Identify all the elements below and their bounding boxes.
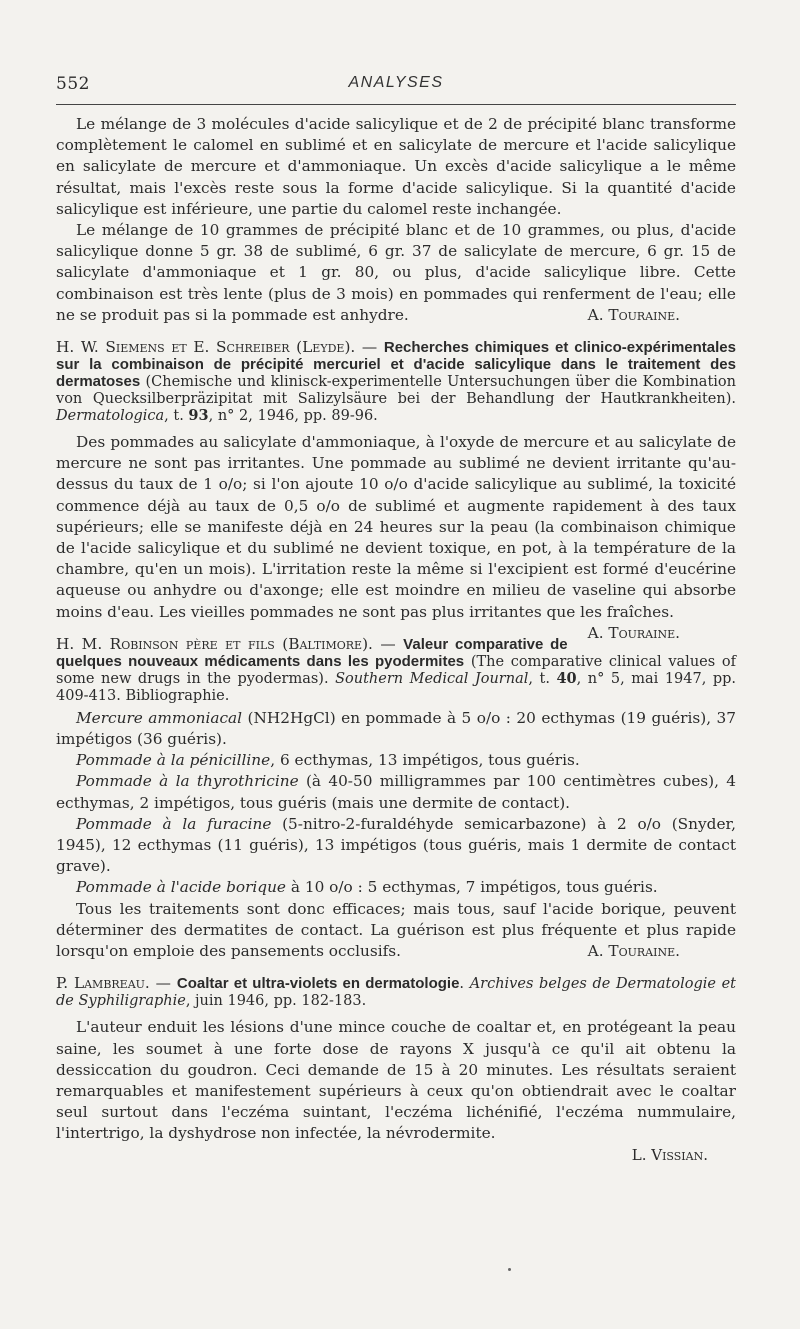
running-title: ANALYSES xyxy=(348,74,444,91)
article-2-item-4 xyxy=(56,814,736,878)
article-3-authors: P. Lambreau. — xyxy=(56,974,177,993)
article-2-item-1 xyxy=(56,708,736,750)
article-2-item-4-label: Pommade à la furacine xyxy=(76,814,272,833)
article-2-signature: A. Touraine. xyxy=(587,942,680,961)
article-2-item-1-text: (NH2HgCl) en pommade à 5 o/o : 20 ecthymas (19 guéris), 37 impétigos (36 guéris). xyxy=(56,708,736,749)
article-1-citation-a: , t. xyxy=(164,408,189,425)
article-3-citation-b: , juin 1946, pp. 182-183. xyxy=(185,993,367,1010)
article-2-item-5-text: à 10 o/o : 5 ecthymas, 7 impétigos, tous guéris. xyxy=(286,878,658,897)
article-2-conclusion-text: Tous les traitements sont donc efficaces; mais tous, sauf l'acide borique, peuvent déterminer des dermatites de contact. La guérison est plus fréquente et plus rapide lorsqu'on emploie des pansements occlusifs. xyxy=(56,899,736,961)
paper-speck xyxy=(508,1268,511,1271)
article-2-item-1-label: Mercure ammoniacal xyxy=(76,708,243,727)
intro-paragraph-2 xyxy=(56,220,736,326)
article-2-item-3 xyxy=(56,771,736,813)
article-2-item-5 xyxy=(56,877,736,898)
article-1-body-text: Des pommades au salicylate d'ammoniaque, à l'oxyde de mercure et au salicylate de mercure ne sont pas irritantes. Une pommade au sublimé ne devient irritante qu'au-dessus du taux de 1 o/o; si l'on ajoute 10 o/o d'acide salicylique au sublimé, la toxicité commence déjà au taux de 0,5 o/o de sublimé et augmente rapidement à des taux supérieurs; elle se manifeste déjà en 24 heures sur la peau (la combinaison chimique de l'acide salicylique et du sublimé ne devient toxique, en pot, à la température de la chambre, qu'en un mois). L'irritation reste la même si l'excipient est formé d'eucérine aqueuse ou anhydre ou d'axonge; elle est moindre en milieu de vaseline qui absorbe moins d'eau. Les vieilles pommades ne sont pas plus irritantes que les fraîches. xyxy=(56,433,736,621)
header-rule xyxy=(56,104,736,105)
article-3-reference xyxy=(56,975,736,1009)
article-1-body xyxy=(56,432,736,642)
article-3-citation-pre: . xyxy=(459,976,470,993)
article-3-signature: L. Vissian. xyxy=(631,1145,708,1164)
intro-paragraph-1: Le mélange de 3 molécules d'acide salicylique et de 2 de précipité blanc transforme complètement le calomel en sublimé et en salicylate de mercure et l'acide salicylique en salicylate de mercure et d'ammoniaque. Un excès d'acide salicylique a le même résultat, mais l'excès reste sous la forme d'acide salicylique. Si la quantité d'acide salicylique est inférieure, une partie du calomel reste inchangée. xyxy=(56,115,736,218)
article-2-journal: Southern Medical Journal xyxy=(335,670,529,687)
intro-signature: A. Touraine. xyxy=(587,305,680,324)
article-2-item-2-text: , 6 ecthymas, 13 impétigos, tous guéris. xyxy=(270,751,580,770)
page-number: 552 xyxy=(56,74,90,94)
article-2-item-4-text: (5-nitro-2-furaldéhyde semicarbazone) à 2 o/o (Snyder, 1945), 12 ecthymas (11 guéris), 13 impétigos (tous guéris, mais 1 dermite de contact grave). xyxy=(56,814,736,876)
article-1-citation-b: , n° 2, 1946, pp. 89-96. xyxy=(208,408,378,425)
article-2-conclusion xyxy=(56,899,736,963)
article-3-body: L'auteur enduit les lésions d'une mince couche de coaltar et, en protégeant la peau saine, les soumet à une forte dose de rayons X jusqu'à ce qu'il ait obtenu la dessiccation du goudron. Ceci demande de 15 à 20 minutes. Les résultats seraient remarquables et manifestement supérieurs à ceux qu'on obtiendrait avec le coaltar seul surtout dans l'eczéma suintant, l'eczéma lichénifié, l'eczéma nummulaire, l'intertrigo, la dyshydrose non infectée, la névrodermite. xyxy=(56,1018,736,1143)
page-header xyxy=(56,74,736,98)
article-1-authors: H. W. Siemens et E. Schreiber (Leyde). — xyxy=(56,338,384,357)
article-2-citation-a: , t. xyxy=(528,670,557,687)
article-1-title: Recherches chimiques et clinico-expérimentales sur la combinaison de précipité mercuriel et d'acide salicylique dans le traitement des dermatoses xyxy=(56,339,736,391)
article-1-original-title: (Chemische und klinisck-experimentelle Untersuchungen über die Kombination von Quecksilberpräzipitat mit Salizylsäure bei der Behandlung der Hautkrankheiten). xyxy=(56,374,736,408)
article-2-title: Valeur comparative de quelques nouveaux médicaments dans les pyodermites xyxy=(56,635,568,670)
article-2-item-5-label: Pommade à l'acide borique xyxy=(76,878,286,897)
article-2-reference xyxy=(56,636,736,704)
article-1-journal: Dermatologica xyxy=(56,408,165,425)
article-2-citation-b: , n° 5, mai 1947, pp. 409-413. Bibliographie. xyxy=(56,670,737,704)
article-2-item-2-label: Pommade à la pénicilline xyxy=(76,751,271,770)
article-2-original-title: (The comparative clinical values of some new drugs in the pyodermas). xyxy=(56,653,736,687)
article-2-item-3-label: Pommade à la thyrothricine xyxy=(76,772,299,791)
article-2-item-2 xyxy=(56,750,736,771)
article-3-title: Coaltar et ultra-violets en dermatologie xyxy=(176,975,460,993)
page-body xyxy=(56,114,736,1166)
article-1-signature: A. Touraine. xyxy=(587,623,680,642)
intro-paragraph-2-text: Le mélange de 10 grammes de précipité blanc et de 10 grammes, ou plus, d'acide salicylique donne 5 gr. 38 de sublimé, 6 gr. 37 de salicylate de mercure, 6 gr. 15 de salicylate d'ammoniaque et 1 gr. 80, ou plus, d'acide salicylique libre. Cette combinaison est très lente (plus de 3 mois) en pommades qui renferment de l'eau; elle ne se produit pas si la pommade est anhydre. xyxy=(56,221,736,324)
article-1-reference xyxy=(56,339,736,424)
article-2-volume: 40 xyxy=(556,669,577,687)
article-2-item-3-text: (à 40-50 milligrammes par 100 centimètres cubes), 4 ecthymas, 2 impétigos, tous guéris (mais une dermite de contact). xyxy=(56,772,737,812)
article-2-authors: H. M. Robinson père et fils (Baltimore). — xyxy=(56,634,404,653)
article-1-volume: 93 xyxy=(188,407,209,425)
article-3-journal: Archives belges de Dermatologie et de Syphiligraphie xyxy=(56,976,737,1010)
